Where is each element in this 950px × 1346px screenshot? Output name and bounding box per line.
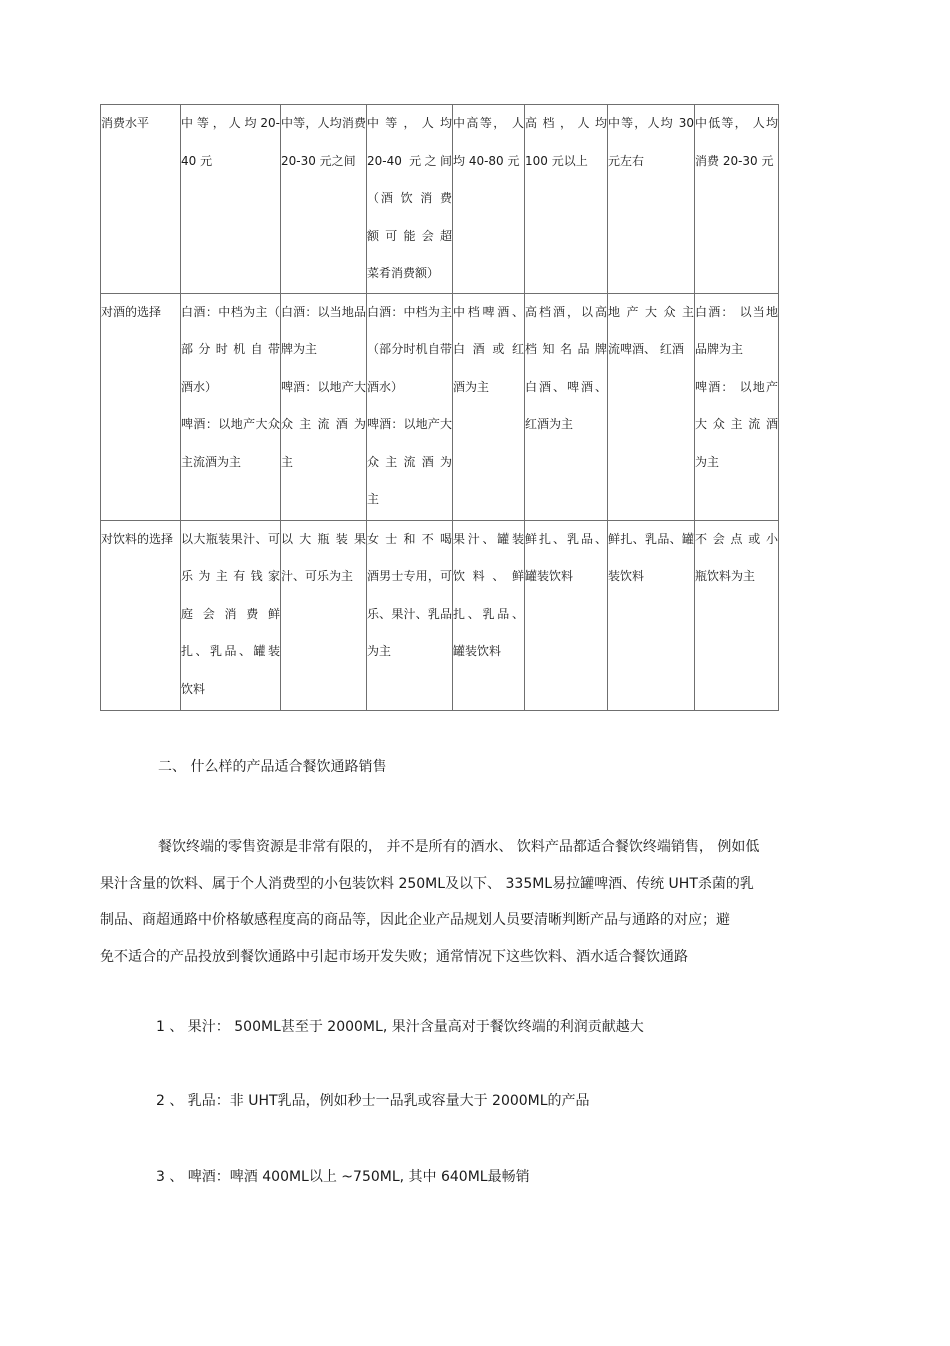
table-row — [101, 520, 779, 710]
cell-text: 中档啤酒、白 酒 或 红 酒为主 — [453, 304, 524, 394]
cell-text: 白酒： 以当地品牌为主 — [695, 304, 778, 356]
cell-text: 鲜扎、乳品、罐装饮料 — [608, 531, 694, 583]
row-label: 对酒的选择 — [101, 293, 181, 520]
row-label: 消费水平 — [101, 105, 181, 294]
cell-text: 啤酒：以地产大 众 主 流 酒 为主 — [367, 417, 452, 506]
cell-text: 果汁、罐装饮 料 、 鲜 扎、乳品、罐装饮料 — [453, 531, 524, 658]
comparison-table — [100, 104, 779, 711]
table-cell — [695, 293, 779, 520]
table-cell — [525, 105, 608, 294]
table-body — [101, 105, 779, 711]
table-cell — [367, 105, 453, 294]
table-cell — [181, 105, 281, 294]
table-cell — [525, 293, 608, 520]
table-cell — [453, 293, 525, 520]
list-item-dairy: 2 、 乳品：非 UHT乳品，例如秒士一品乳或容量大于 2000ML的产品 — [156, 1093, 590, 1109]
paragraph-line: 餐饮终端的零售资源是非常有限的， 并不是所有的酒水、 饮料产品都适合餐饮终端销售， 例如低 — [158, 839, 760, 855]
table-cell — [608, 520, 695, 710]
cell-text: 白酒：以当地品牌为主 — [281, 304, 366, 356]
cell-text: 白酒：中档为主（部分时机自带酒水） — [367, 304, 452, 394]
paragraph-line: 制品、商超通路中价格敏感程度高的商品等，因此企业产品规划人员要清晰判断产品与通路的对应；避 — [100, 912, 730, 928]
cell-text: 鲜扎、乳品、罐装饮料 — [525, 531, 607, 583]
cell-text: 中高等， 人均 40-80 元 — [453, 116, 524, 168]
cell-text: 中 等 ， 人 均 20-40 元 — [181, 116, 280, 168]
cell-text: 啤酒：以地产大 众 主 流 酒 为主 — [281, 379, 366, 469]
row-label: 对饮料的选择 — [101, 520, 181, 710]
table-row — [101, 293, 779, 520]
table-cell — [453, 520, 525, 710]
cell-text: 啤酒：以地产大众主流酒为主 — [181, 417, 280, 469]
table-cell — [181, 293, 281, 520]
cell-text: 中等，人均消费 20-30 元之间 — [281, 116, 366, 168]
cell-text: 不 会 点 或 小 瓶饮料为主 — [695, 531, 778, 583]
section-heading: 二、 什么样的产品适合餐饮通路销售 — [158, 759, 387, 775]
table-cell — [608, 105, 695, 294]
cell-text: 高档酒，以高档 知 名 品 牌 白酒、啤酒、红酒为主 — [525, 304, 607, 431]
table-cell — [695, 520, 779, 710]
paragraph-line: 免不适合的产品投放到餐饮通路中引起市场开发失败；通常情况下这些饮料、酒水适合餐饮通路 — [100, 948, 688, 965]
cell-text: 地 产 大 众 主 流啤酒、 红酒 — [608, 304, 694, 356]
table-cell — [608, 293, 695, 520]
cell-text: 啤酒： 以地产大 众 主 流 酒 为主 — [695, 379, 778, 469]
cell-text: 女 士 和 不 喝 酒男士专用，可乐、果汁、乳品为主 — [367, 531, 452, 658]
cell-text: 中 等 ， 人 均 20-40 元之间（酒 饮 消 费 额 可 能 会 超 菜肴消费额） — [367, 116, 452, 280]
table-cell — [367, 520, 453, 710]
table-cell — [281, 520, 367, 710]
table-cell — [525, 520, 608, 710]
cell-text: 以 大 瓶 装 果 汁、可乐为主 — [281, 531, 366, 583]
cell-text: 中低等， 人均消费 20-30 元 — [695, 116, 778, 168]
list-item-juice: 1 、 果汁： 500ML甚至于 2000ML, 果汁含量高对于餐饮终端的利润贡献越大 — [156, 1019, 644, 1035]
table-cell — [281, 293, 367, 520]
cell-text: 中等，人均 30 元左右 — [608, 116, 694, 168]
table-cell — [695, 105, 779, 294]
cell-text: 以大瓶装果汁、可 乐 为 主 有 钱 家 庭 会 消 费 鲜 扎、乳品、罐装 饮料 — [181, 531, 280, 696]
table-cell — [453, 105, 525, 294]
cell-text: 高 档 ， 人 均 100 元以上 — [525, 116, 607, 168]
table-cell — [181, 520, 281, 710]
table-cell — [367, 293, 453, 520]
cell-text: 白酒：中档为主（ 部 分 时 机 自 带酒水） — [181, 304, 280, 394]
table-row — [101, 105, 779, 294]
paragraph-line: 果汁含量的饮料、属于个人消费型的小包装饮料 250ML及以下、 335ML易拉罐啤酒、传统 UHT杀菌的乳 — [100, 875, 754, 892]
list-item-beer: 3 、 啤酒：啤酒 400ML以上 ~750ML, 其中 640ML最畅销 — [156, 1169, 530, 1185]
table-cell — [281, 105, 367, 294]
section-paragraph — [100, 829, 860, 975]
